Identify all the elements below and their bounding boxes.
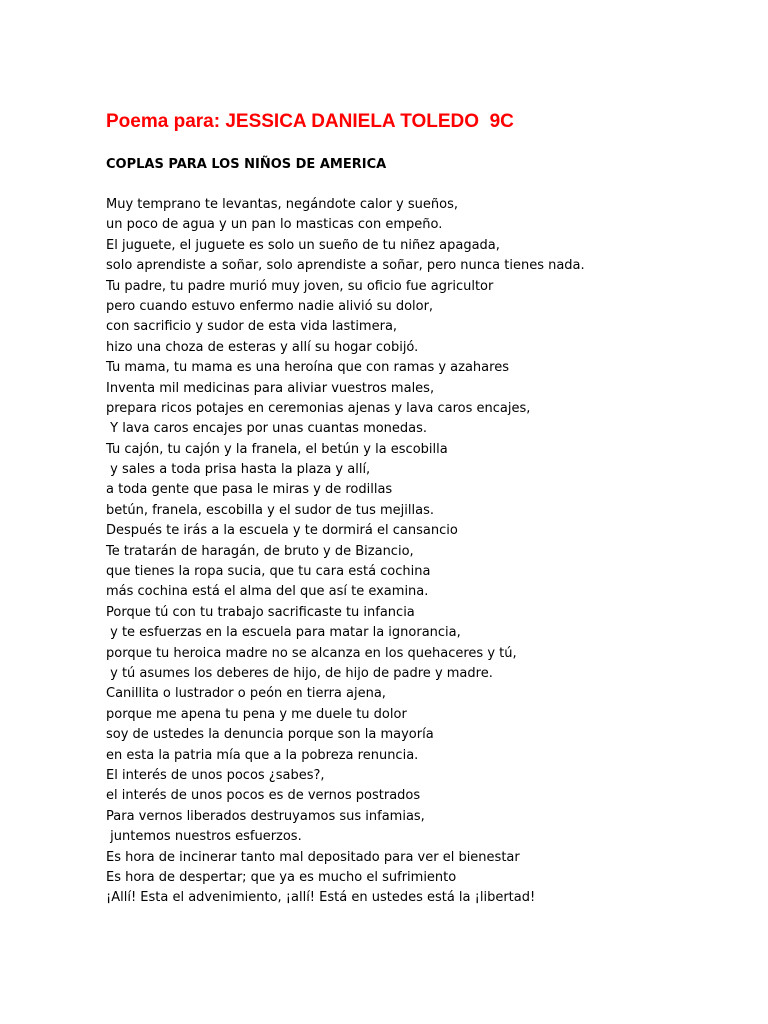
poem-body — [106, 195, 585, 909]
poem-line: Inventa mil medicinas para aliviar vuestros males, — [106, 380, 435, 396]
poem-line: a toda gente que pasa le miras y de rodillas — [106, 482, 393, 498]
poem-line: prepara ricos potajes en ceremonias ajenas y lava caros encajes, — [106, 400, 531, 416]
poem-line: Es hora de incinerar tanto mal depositado para ver el bienestar — [106, 849, 520, 865]
poem-line: solo aprendiste a soñar, solo aprendiste a soñar, pero nunca tienes nada. — [106, 258, 585, 274]
poem-line: que tienes la ropa sucia, que tu cara está cochina — [106, 564, 431, 580]
poem-line: y tú asumes los deberes de hijo, de hijo de padre y madre. — [106, 665, 493, 681]
poem-line: y te esfuerzas en la escuela para matar la ignorancia, — [106, 625, 461, 641]
poem-line: hizo una choza de esteras y allí su hogar cobijó. — [106, 339, 419, 355]
poem-line: el interés de unos pocos es de vernos postrados — [106, 788, 421, 804]
poem-line: y sales a toda prisa hasta la plaza y allí, — [106, 462, 371, 478]
poem-line: betún, franela, escobilla y el sudor de tus mejillas. — [106, 502, 434, 518]
poem-line: en esta la patria mía que a la pobreza renuncia. — [106, 747, 419, 763]
poem-line: un poco de agua y un pan lo masticas con empeño. — [106, 217, 443, 233]
poem-line: El juguete, el juguete es solo un sueño de tu niñez apagada, — [106, 237, 500, 253]
poem-line: soy de ustedes la denuncia porque son la mayoría — [106, 727, 434, 743]
poem-line: con sacrificio y sudor de esta vida lastimera, — [106, 319, 398, 335]
poem-line: Después te irás a la escuela y te dormirá el cansancio — [106, 523, 458, 539]
poem-line: Para vernos liberados destruyamos sus infamias, — [106, 808, 425, 824]
poem-line: Y lava caros encajes por unas cuantas monedas. — [106, 421, 428, 437]
poem-line: pero cuando estuvo enfermo nadie alivió su dolor, — [106, 298, 434, 314]
poem-line: ¡Allí! Esta el advenimiento, ¡allí! Está en ustedes está la ¡libertad! — [106, 890, 536, 906]
poem-line: Tu mama, tu mama es una heroína que con ramas y azahares — [106, 360, 509, 376]
poem-line: Muy temprano te levantas, negándote calor y sueños, — [106, 197, 458, 212]
poem-line: El interés de unos pocos ¿sabes?, — [106, 767, 325, 783]
poem-line: Tu padre, tu padre murió muy joven, su oficio fue agricultor — [106, 278, 494, 294]
poem-dedication-title: Poema para: JESSICA DANIELA TOLEDO 9C — [106, 111, 514, 132]
poem-line: Es hora de despertar; que ya es mucho el sufrimiento — [106, 869, 457, 885]
poem-line: porque tu heroica madre no se alcanza en los quehaceres y tú, — [106, 645, 517, 661]
poem-line: Te tratarán de haragán, de bruto y de Bizancio, — [106, 543, 414, 559]
poem-title: COPLAS PARA LOS NIÑOS DE AMERICA — [106, 157, 387, 172]
poem-line: Tu cajón, tu cajón y la franela, el betún y la escobilla — [106, 441, 448, 457]
poem-line: juntemos nuestros esfuerzos. — [106, 829, 302, 845]
poem-line: más cochina está el alma del que así te examina. — [106, 584, 429, 600]
poem-line: porque me apena tu pena y me duele tu dolor — [106, 706, 407, 722]
poem-line: Porque tú con tu trabajo sacrificaste tu infancia — [106, 604, 415, 620]
poem-line: Canillita o lustrador o peón en tierra ajena, — [106, 686, 386, 702]
